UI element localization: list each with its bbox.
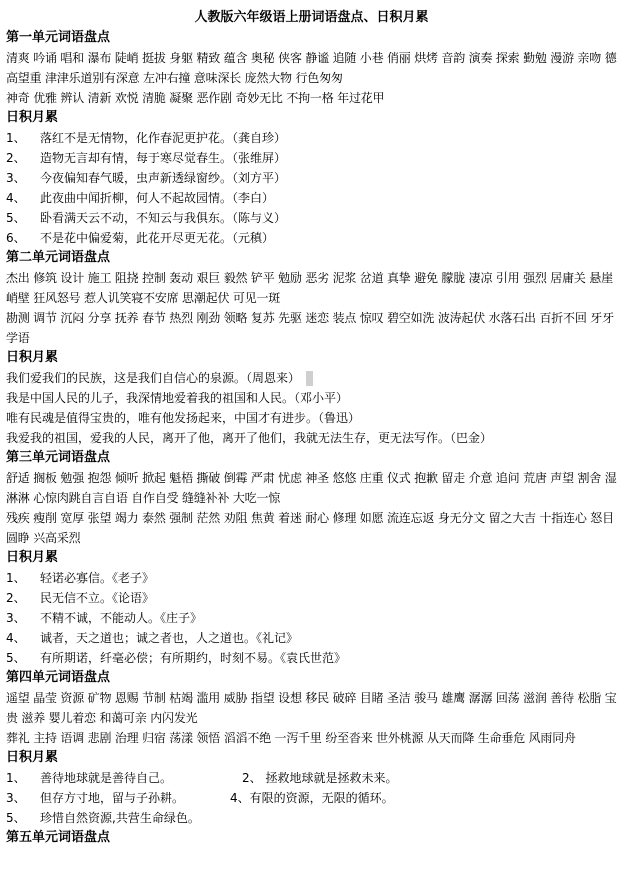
line-text: 我是中国人民的儿子，我深情地爱着我的祖国和人民。（邓小平） [6, 391, 349, 405]
document-title: 人教版六年级语上册词语盘点、日积月累 [194, 10, 429, 25]
line-number: 2、 [6, 591, 26, 605]
unit2-line [6, 408, 617, 428]
line-number: 4、 [6, 191, 26, 205]
unit2-line [6, 388, 617, 408]
line-number: 5、 [6, 651, 26, 665]
line-number: 2、 [6, 151, 26, 165]
line-number: 3、 [6, 791, 26, 805]
unit3-line [6, 588, 617, 608]
line-text: 造物无言却有情，每于寒尽觉春生。（张维屏） [40, 151, 287, 165]
line-text: 卧看满天云不动，不知云与我俱东。（陈与义） [40, 211, 287, 225]
unit2-heading: 第二单元词语盘点 [6, 250, 111, 265]
line-number: 1、 [6, 571, 26, 585]
line-text-a: 但存方寸地，留与子孙耕。 [40, 791, 185, 805]
unit1-heading: 第一单元词语盘点 [6, 30, 111, 45]
line-text: 不精不诚，不能动人。《庄子》 [40, 611, 203, 625]
unit1-line [6, 228, 617, 248]
unit2-line [6, 368, 617, 388]
text-cursor [306, 371, 313, 386]
unit4-pair-line [6, 768, 617, 788]
unit3-rjyl-heading: 日积月累 [6, 550, 59, 565]
unit3-vocab-paragraph-2: 残疾 瘦削 宽厚 张望 竭力 泰然 强制 茫然 劝阻 焦黄 着迷 耐心 修理 如愿 流连忘返 身无分文 留之大吉 十指连心 怒目圆睁 兴高采烈 [6, 511, 614, 545]
unit5-heading: 第五单元词语盘点 [6, 830, 111, 845]
line-text: 珍惜自然资源,共营生命绿色。 [40, 811, 200, 825]
unit3-line [6, 648, 617, 668]
unit1-vocab-paragraph-1: 清爽 吟诵 唱和 瀑布 陡峭 挺拔 身躯 精致 蕴含 奥秘 侠客 静谧 追随 小巷 俏丽 烘烤 音韵 演奏 探索 勤勉 漫游 亲吻 德高望重 津津乐道别有深意 左冲右撞 意味深长 庞然大物 行色匆匆 [6, 51, 617, 85]
unit3-line [6, 568, 617, 588]
line-number: 1、 [6, 131, 26, 145]
line-text: 唯有民魂是值得宝贵的，唯有他发扬起来，中国才有进步。（鲁迅） [6, 411, 361, 425]
line-text: 我爱我的祖国，爱我的人民，离开了他，离开了他们，我就无法生存，更无法写作。（巴金） [6, 431, 493, 445]
line-text: 有所期诺，纤毫必偿；有所期约，时刻不易。《袁氏世范》 [40, 651, 347, 665]
line-text-b: 2、 拯救地球就是拯救未来。 [242, 771, 398, 785]
unit1-vocab-paragraph-2: 神奇 优雅 辨认 清新 欢悦 清脆 凝聚 恶作剧 奇妙无比 不拘一格 年过花甲 [6, 91, 385, 105]
line-number: 4、 [6, 631, 26, 645]
unit3-line [6, 608, 617, 628]
line-text: 我们爱我们的民族，这是我们自信心的泉源。（周恩来） [6, 371, 301, 385]
unit4-rjyl-heading: 日积月累 [6, 750, 59, 765]
unit4-line [6, 808, 617, 828]
unit1-line [6, 208, 617, 228]
unit4-vocab-paragraph-2: 葬礼 主持 语调 悲剧 治理 归宿 荡漾 领悟 滔滔不绝 一泻千里 纷至沓来 世外桃源 从天而降 生命垂危 风雨同舟 [6, 731, 576, 745]
line-number: 5、 [6, 211, 26, 225]
line-number: 1、 [6, 771, 26, 785]
unit4-pair-line [6, 788, 617, 808]
line-text: 民无信不立。《论语》 [40, 591, 155, 605]
document-page [6, 8, 617, 848]
line-number: 3、 [6, 611, 26, 625]
unit2-vocab-paragraph-1: 杰出 修筑 设计 施工 阻挠 控制 轰动 艰巨 毅然 铲平 勉励 恶劣 泥浆 岔道 真挚 避免 朦胧 凄凉 引用 强烈 居庸关 悬崖峭壁 狂风怒号 惹人讥笑寝不安席 思潮起伏 可见一斑 [6, 271, 613, 305]
line-number: 6、 [6, 231, 26, 245]
line-text: 落红不是无情物，化作春泥更护花。（龚自珍） [40, 131, 287, 145]
line-text: 此夜曲中闻折柳，何人不起故园情。（李白） [40, 191, 275, 205]
unit1-line [6, 188, 617, 208]
unit3-heading: 第三单元词语盘点 [6, 450, 111, 465]
unit4-vocab-paragraph-1: 遥望 晶莹 资源 矿物 恩赐 节制 枯竭 滥用 威胁 指望 设想 移民 破碎 目睹 圣洁 骏马 雄鹰 潺潺 回荡 滋润 善待 松脂 宝贵 滋养 婴儿着恋 和蔼可亲 内闪发光 [6, 691, 617, 725]
unit4-heading: 第四单元词语盘点 [6, 670, 111, 685]
line-text-a: 善待地球就是善待自己。 [40, 771, 173, 785]
unit2-vocab-paragraph-2: 勘测 调节 沉闷 分享 抚养 春节 热烈 刚劲 领略 复苏 先驱 迷恋 装点 惊叹 碧空如洗 波涛起伏 水落石出 百折不回 牙牙学语 [6, 311, 614, 345]
unit3-vocab-paragraph-1: 舒适 搁板 勉强 抱怨 倾听 掀起 魁梧 撕破 倒霉 严肃 忧虑 神圣 悠悠 庄重 仪式 抱歉 留走 介意 追问 荒唐 声望 割舍 湿淋淋 心惊肉跳自言自语 自作自受 缝缝补补 大吃一惊 [6, 471, 617, 505]
unit2-line [6, 428, 617, 448]
line-number: 5、 [6, 811, 26, 825]
unit1-rjyl-heading: 日积月累 [6, 110, 59, 125]
line-text: 诚者，天之道也；诚之者也，人之道也。《礼记》 [40, 631, 299, 645]
line-text-b: 4、有限的资源，无限的循环。 [230, 791, 394, 805]
line-text: 轻诺必寡信。《老子》 [40, 571, 155, 585]
unit1-line [6, 168, 617, 188]
line-number: 3、 [6, 171, 26, 185]
unit3-line [6, 628, 617, 648]
unit1-line [6, 128, 617, 148]
line-text: 不是花中偏爱菊，此花开尽更无花。（元稹） [40, 231, 275, 245]
line-text: 今夜偏知春气暖，虫声新透绿窗纱。（刘方平） [40, 171, 287, 185]
unit2-rjyl-heading: 日积月累 [6, 350, 59, 365]
unit1-line [6, 148, 617, 168]
